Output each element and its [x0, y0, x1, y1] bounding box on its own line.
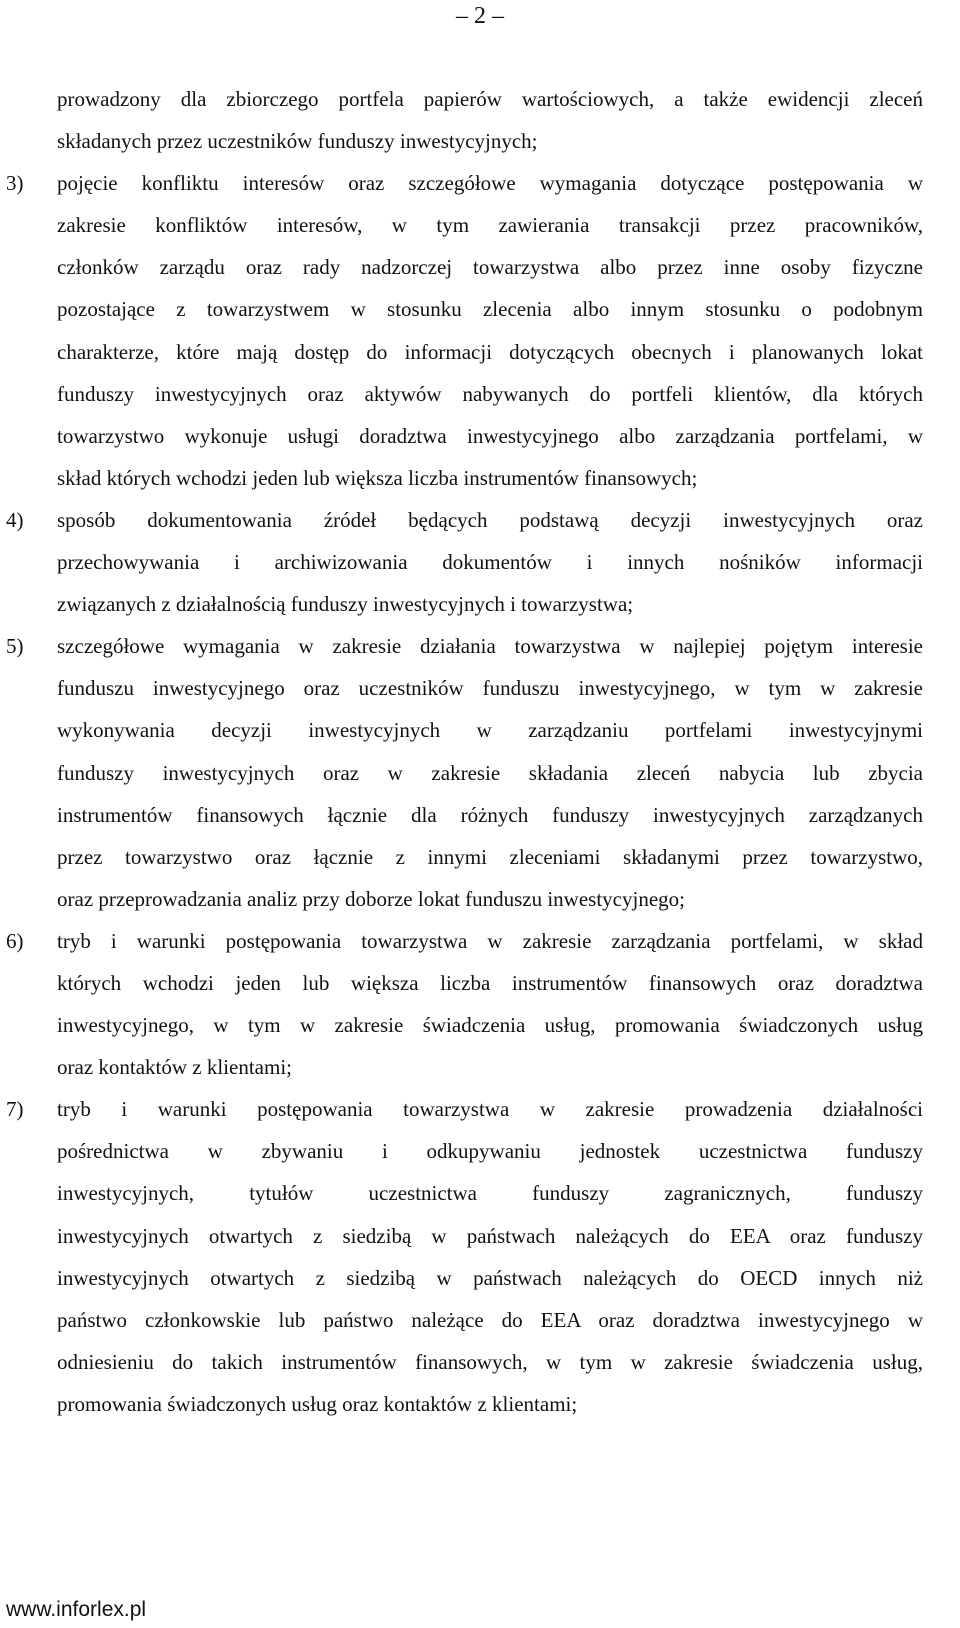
text-line	[0, 583, 960, 625]
text-line	[0, 457, 960, 499]
line-text: wykonywania decyzji inwestycyjnych w zarządzaniu portfelami inwestycyjnymi	[57, 718, 923, 743]
line-text: których wchodzi jeden lub większa liczba instrumentów finansowych oraz doradztwa	[57, 970, 923, 995]
line-text: oraz kontaktów z klientami;	[57, 1055, 293, 1080]
line-text: sposób dokumentowania źródeł będących podstawą decyzji inwestycyjnych oraz	[57, 507, 923, 532]
text-line	[0, 752, 960, 794]
line-text: przez towarzystwo oraz łącznie z innymi zleceniami składanymi przez towarzystwo,	[57, 844, 923, 869]
text-line	[0, 625, 960, 667]
line-text: członków zarządu oraz rady nadzorczej towarzystwa albo przez inne osoby fizyczne	[57, 255, 923, 280]
list-item-number: 4)	[6, 507, 24, 532]
text-line	[0, 1004, 960, 1046]
line-text: inwestycyjnych otwartych z siedzibą w państwach należących do OECD innych niż	[57, 1265, 923, 1290]
line-text: odniesieniu do takich instrumentów finansowych, w tym w zakresie świadczenia usług,	[57, 1349, 923, 1374]
list-item-number: 7)	[6, 1097, 24, 1122]
line-text: funduszu inwestycyjnego oraz uczestników funduszu inwestycyjnego, w tym w zakresie	[57, 676, 923, 701]
line-text: funduszy inwestycyjnych oraz aktywów nabywanych do portfeli klientów, dla których	[57, 381, 923, 406]
text-line	[0, 667, 960, 709]
text-line	[0, 541, 960, 583]
text-line	[0, 373, 960, 415]
line-text: państwo członkowskie lub państwo należące do EEA oraz doradztwa inwestycyjnego w	[57, 1307, 923, 1332]
text-line	[0, 78, 960, 120]
line-text: charakterze, które mają dostęp do informacji dotyczących obecnych i planowanych lokat	[57, 339, 923, 364]
footer-url: www.inforlex.pl	[6, 1598, 147, 1621]
text-line	[0, 836, 960, 878]
line-text: szczegółowe wymagania w zakresie działania towarzystwa w najlepiej pojętym interesie	[57, 634, 923, 659]
document-body	[0, 78, 960, 1425]
text-line	[0, 1130, 960, 1172]
line-text: tryb i warunki postępowania towarzystwa w zakresie prowadzenia działalności	[57, 1097, 923, 1122]
text-line	[0, 1383, 960, 1425]
text-line	[0, 204, 960, 246]
text-line	[0, 1215, 960, 1257]
text-line	[0, 709, 960, 751]
line-text: inwestycyjnych, tytułów uczestnictwa funduszy zagranicznych, funduszy	[57, 1181, 923, 1206]
line-text: pozostające z towarzystwem w stosunku zlecenia albo innym stosunku o podobnym	[57, 297, 923, 322]
text-line	[0, 246, 960, 288]
line-text: funduszy inwestycyjnych oraz w zakresie składania zleceń nabycia lub zbycia	[57, 760, 923, 785]
line-text: związanych z działalnością funduszy inwestycyjnych i towarzystwa;	[57, 592, 634, 617]
list-item-number: 6)	[6, 928, 24, 953]
line-text: oraz przeprowadzania analiz przy doborze lokat funduszu inwestycyjnego;	[57, 886, 685, 911]
line-text: tryb i warunki postępowania towarzystwa w zakresie zarządzania portfelami, w skład	[57, 928, 923, 953]
text-line	[0, 1172, 960, 1214]
line-text: pośrednictwa w zbywaniu i odkupywaniu jednostek uczestnictwa funduszy	[57, 1139, 923, 1164]
line-text: instrumentów finansowych łącznie dla różnych funduszy inwestycyjnych zarządzanych	[57, 802, 923, 827]
text-line	[0, 499, 960, 541]
line-text: towarzystwo wykonuje usługi doradztwa inwestycyjnego albo zarządzania portfelami, w	[57, 423, 923, 448]
text-line	[0, 1341, 960, 1383]
list-item-number: 5)	[6, 634, 24, 659]
line-text: zakresie konfliktów interesów, w tym zawierania transakcji przez pracowników,	[57, 213, 923, 238]
line-text: pojęcie konfliktu interesów oraz szczegółowe wymagania dotyczące postępowania w	[57, 171, 923, 196]
text-line	[0, 288, 960, 330]
text-line	[0, 1257, 960, 1299]
line-text: promowania świadczonych usług oraz kontaktów z klientami;	[57, 1391, 578, 1416]
text-line	[0, 878, 960, 920]
text-line	[0, 794, 960, 836]
text-line	[0, 1299, 960, 1341]
text-line	[0, 120, 960, 162]
text-line	[0, 920, 960, 962]
line-text: skład których wchodzi jeden lub większa liczba instrumentów finansowych;	[57, 465, 698, 490]
text-line	[0, 415, 960, 457]
list-item-number: 3)	[6, 171, 24, 196]
text-line	[0, 1088, 960, 1130]
line-text: składanych przez uczestników funduszy inwestycyjnych;	[57, 129, 538, 154]
text-line	[0, 162, 960, 204]
text-line	[0, 331, 960, 373]
text-line	[0, 1046, 960, 1088]
text-line	[0, 962, 960, 1004]
line-text: przechowywania i archiwizowania dokumentów i innych nośników informacji	[57, 550, 923, 575]
line-text: inwestycyjnych otwartych z siedzibą w państwach należących do EEA oraz funduszy	[57, 1223, 923, 1248]
page-number: – 2 –	[456, 3, 504, 29]
line-text: inwestycyjnego, w tym w zakresie świadczenia usług, promowania świadczonych usług	[57, 1013, 923, 1038]
line-text: prowadzony dla zbiorczego portfela papierów wartościowych, a także ewidencji zleceń	[57, 87, 923, 111]
